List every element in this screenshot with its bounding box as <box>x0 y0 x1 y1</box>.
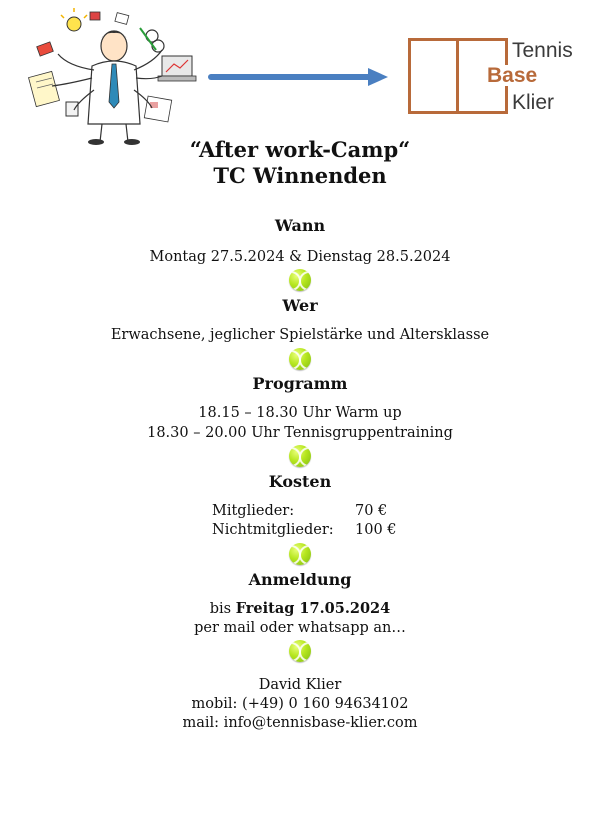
arrow-right-icon <box>208 66 390 88</box>
anmeldung-line-2: per mail oder whatsapp an… <box>194 620 406 636</box>
section-heading-programm: Programm <box>252 374 348 393</box>
anmeldung-prefix: bis <box>209 601 236 617</box>
section-heading-anmeldung: Anmeldung <box>248 570 352 589</box>
member-price: 70 € <box>355 503 388 519</box>
page-subtitle: TC Winnenden <box>213 163 387 188</box>
tennis-ball-icon <box>289 543 311 565</box>
wann-text: Montag 27.5.2024 & Dienstag 28.5.2024 <box>149 249 451 265</box>
logo-line-base: Base <box>487 64 538 87</box>
section-heading-kosten: Kosten <box>268 472 332 491</box>
page-title: “After work-Camp“ <box>189 137 411 162</box>
nonmember-label: Nichtmitglieder: <box>212 522 334 538</box>
section-heading-wer: Wer <box>282 296 318 315</box>
programm-line-1: 18.15 – 18.30 Uhr Warm up <box>198 405 402 421</box>
contact-mobile[interactable]: mobil: (+49) 0 160 94634102 <box>191 696 409 712</box>
nonmember-price: 100 € <box>355 522 397 538</box>
member-label: Mitglieder: <box>212 503 295 519</box>
tennis-ball-icon <box>289 348 311 370</box>
section-heading-wann: Wann <box>274 216 326 235</box>
logo-divider <box>456 41 459 111</box>
wer-text: Erwachsene, jeglicher Spielstärke und Altersklasse <box>110 327 490 343</box>
tennis-ball-icon <box>289 445 311 467</box>
logo-line-klier: Klier <box>512 91 555 114</box>
tennis-ball-icon <box>289 269 311 291</box>
logo-line-tennis: Tennis <box>512 39 573 62</box>
programm-line-2: 18.30 – 20.00 Uhr Tennisgruppentraining <box>147 425 453 441</box>
contact-mail[interactable]: mail: info@tennisbase-klier.com <box>182 715 418 731</box>
anmeldung-deadline: Freitag 17.05.2024 <box>235 600 391 617</box>
tennis-ball-icon <box>289 640 311 662</box>
anmeldung-deadline-line <box>0 600 600 617</box>
multitasking-businessman-illustration <box>28 6 203 146</box>
contact-name: David Klier <box>258 677 342 693</box>
